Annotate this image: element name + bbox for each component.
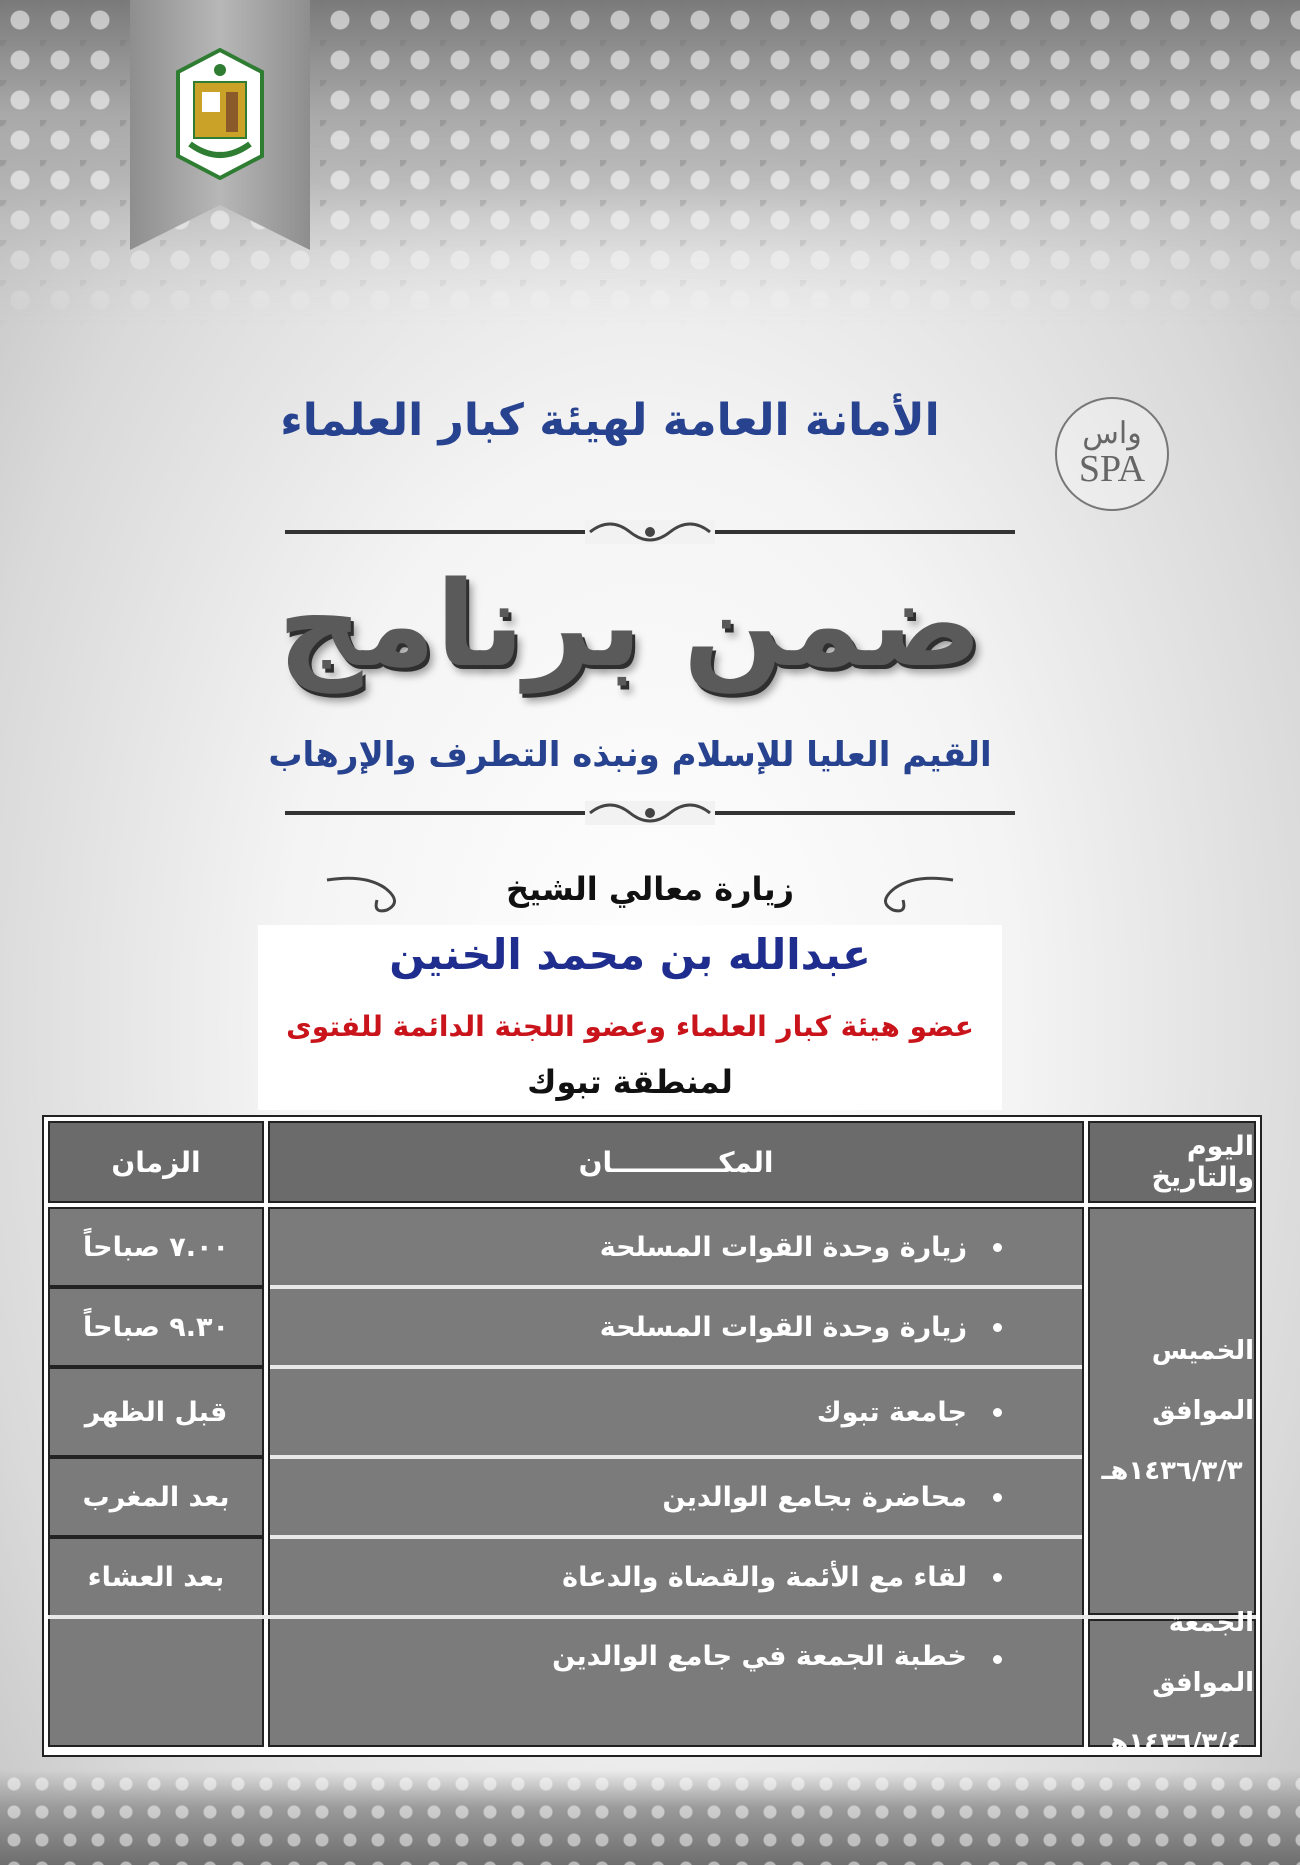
council-emblem-icon <box>172 48 268 180</box>
bullet-icon <box>993 1573 1002 1582</box>
table-row-time: ٩.٣٠ صباحاً <box>48 1287 264 1367</box>
bullet-icon <box>993 1493 1002 1502</box>
place-text: خطبة الجمعة في جامع الوالدين <box>552 1641 967 1672</box>
swirl-ornament-right-icon <box>855 870 955 920</box>
table-row-place <box>268 1367 1084 1457</box>
spa-logo-latin: SPA <box>1078 448 1146 490</box>
spa-logo-arabic: واس <box>1082 416 1142 451</box>
day-name: الجمعة الموافق <box>1152 1608 1254 1698</box>
header-time: الزمان <box>48 1121 264 1203</box>
visit-region: لمنطقة تبوك <box>527 1063 733 1101</box>
table-day-cell <box>1088 1608 1256 1758</box>
day-date: ١٤٣٦/٣/٤هـ <box>1101 1728 1243 1758</box>
decorative-pattern-bottom <box>0 1770 1300 1865</box>
place-text: زيارة وحدة القوات المسلحة <box>599 1231 967 1263</box>
table-row-place <box>268 1537 1084 1617</box>
table-row-time: بعد المغرب <box>48 1457 264 1537</box>
organization-title: الأمانة العامة لهيئة كبار العلماء <box>280 395 940 446</box>
bullet-icon <box>993 1655 1002 1664</box>
main-title: ضمن برنامج <box>277 555 983 693</box>
table-row-place <box>268 1617 1084 1747</box>
table-row-time: ٧.٠٠ صباحاً <box>48 1207 264 1287</box>
place-text: لقاء مع الأئمة والقضاة والدعاة <box>562 1561 967 1593</box>
place-text: جامعة تبوك <box>816 1396 967 1428</box>
table-row-time: بعد العشاء <box>48 1537 264 1617</box>
visit-label: زيارة معالي الشيخ <box>506 870 794 908</box>
bullet-icon <box>993 1243 1002 1252</box>
sheikh-role: عضو هيئة كبار العلماء وعضو اللجنة الدائمة للفتوى <box>286 1010 974 1043</box>
table-day-cell <box>1088 1207 1256 1615</box>
bullet-icon <box>993 1323 1002 1332</box>
schedule-table <box>42 1115 1262 1757</box>
place-text: محاضرة بجامع الوالدين <box>662 1481 967 1513</box>
header-day: اليوم والتاريخ <box>1088 1121 1256 1203</box>
spa-logo-icon <box>1053 395 1171 513</box>
day-date: ١٤٣٦/٣/٣هـ <box>1101 1456 1243 1486</box>
table-row-place <box>268 1207 1084 1287</box>
table-row-time <box>48 1617 264 1747</box>
row-separator <box>270 1455 1082 1459</box>
sheikh-name: عبدالله بن محمد الخنين <box>389 930 871 979</box>
program-subtitle: القيم العليا للإسلام ونبذه التطرف والإرهاب <box>268 735 992 775</box>
table-row-place <box>268 1287 1084 1367</box>
row-separator <box>270 1535 1082 1539</box>
place-text: زيارة وحدة القوات المسلحة <box>599 1311 967 1343</box>
ornament-divider-top <box>285 512 1015 552</box>
row-separator <box>270 1365 1082 1369</box>
table-row-time: قبل الظهر <box>48 1367 264 1457</box>
header-place: المكـــــــــــان <box>268 1121 1084 1203</box>
table-row-place <box>268 1457 1084 1537</box>
ornament-divider-bottom <box>285 793 1015 833</box>
day-name: الخميس الموافق <box>1151 1336 1254 1426</box>
row-separator <box>48 1615 1256 1619</box>
bullet-icon <box>993 1408 1002 1417</box>
row-separator <box>270 1285 1082 1289</box>
